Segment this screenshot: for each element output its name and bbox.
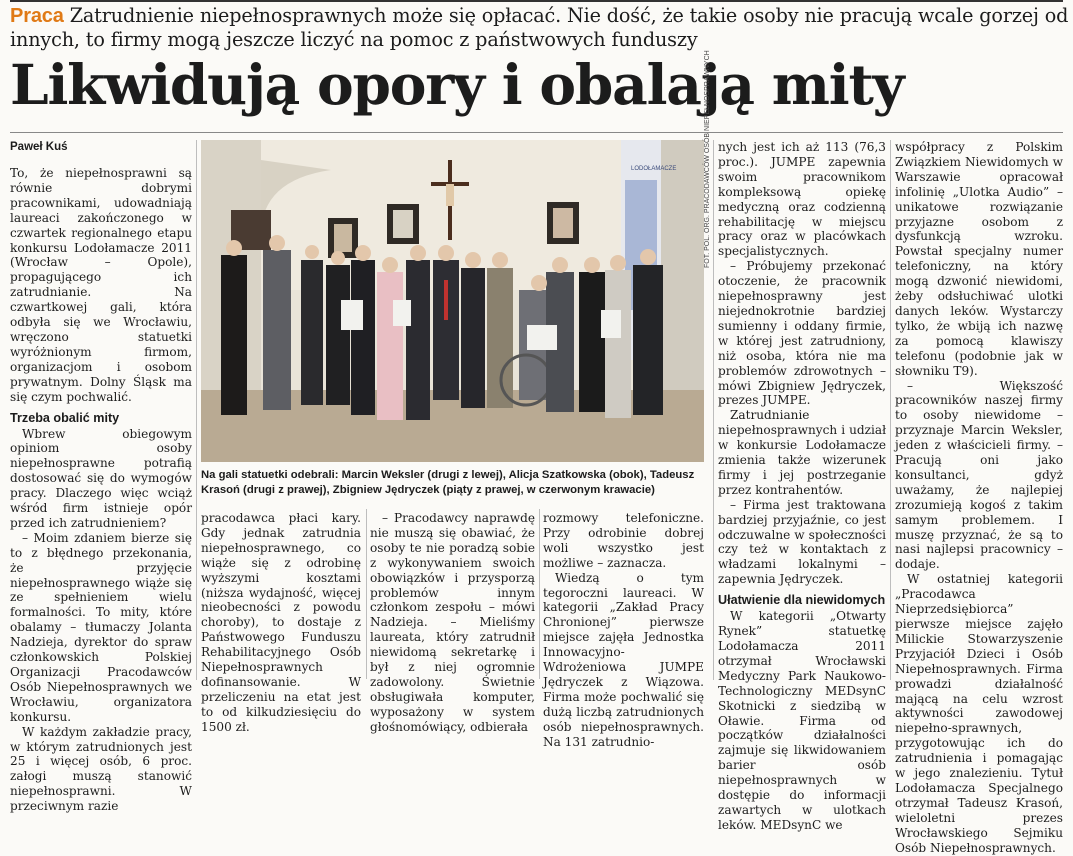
- column-divider: [539, 509, 540, 679]
- photo-caption: Na gali statuetki odebrali: Marcin Weksler (drugi z lewej), Alicja Szatkowska (obok), Tadeusz Krasoń (drugi z prawej), Zbigniew Jędryczek (piąty z prawej, w czerwonym krawacie): [201, 469, 695, 496]
- paragraph: – Większość pracowników naszej firmy to osoby niewidome – przyznaje Marcin Weksler, jeden z właścicieli firmy. – Pracują oni jako konsultanci, gdyż uważamy, że najlepiej zrozumieją kogoś z takim samym problemem. I muszę przyznać, że są to nasi najlepsi pracownicy – dodaje.: [895, 378, 1063, 572]
- paragraph: Wiedzą o tym tegoroczni laureaci. W kategorii „Zakład Pracy Chronionej” pierwsze miejsce zajęła Jednostka Innowacyjno-Wdrożeniowa JUMPE Jędryczek z Wiązowa. Firma może pochwalić się dużą liczbą zatrudnionych osób niepełnosprawnych. Na 131 zatrudnio-: [543, 570, 704, 749]
- column-1: [10, 166, 192, 814]
- column-3: [370, 511, 535, 735]
- paragraph: Wbrew obiegowym opiniom osoby niepełnosprawne potrafią dostosować się do wymogów pracy. Dlaczego więc wciąż wśród firm istnieje opór przed ich zatrudnieniem?: [10, 426, 192, 530]
- award-ceremony-photo: [201, 140, 704, 462]
- column-5: [718, 140, 886, 833]
- paragraph: nych jest ich aż 113 (76,3 proc.). JUMPE zapewnia swoim pracownikom kompleksową opiekę medyczną oraz codzienną rehabilitację w miejscu pracy oraz w placówkach specjalistycznych.: [718, 140, 886, 259]
- paragraph: W każdym zakładzie pracy, w którym zatrudnionych jest 25 i więcej osób, 6 proc. załogi muszą stanowić niepełnosprawni. W przeciwnym razie: [10, 724, 192, 814]
- banner-text: LODOŁAMACZE: [631, 166, 677, 172]
- paragraph: W kategorii „Otwarty Rynek” statuetkę Lodołamacza 2011 otrzymał Wrocławski Medyczny Park Naukowo-Technologiczny MEDsynC Skotnicki z siedzibą w Oławie. Firma od początków działalności zajmuje się likwidowaniem barier osób niepełnosprawnych w dostępie do informacji zawartych w ulotkach leków. MEDsynC we: [718, 609, 886, 832]
- section-tag: Praca: [10, 5, 64, 27]
- paragraph: rozmowy telefoniczne. Przy odrobinie dobrej woli wszystko jest możliwe – zaznacza.: [543, 511, 704, 570]
- headline-rule: [10, 132, 1063, 133]
- paragraph: – Firma jest traktowana bardziej przyjaźnie, co jest odczuwalne w społeczności czy też w kontaktach z władzami lokalnymi – zapewnia Jędryczek.: [718, 497, 886, 587]
- paragraph: współpracy z Polskim Związkiem Niewidomych w Warszawie opracował infolinię „Ulotka Audio” – unikatowe rozwiązanie przyjazne osobom z dysfunkcją wzroku. Powstał specjalny numer telefoniczny, na który mogą dzwonić niewidomi, żeby odsłuchiwać ulotki danych leków. Wystarczy tylko, że wbiją ich nazwę za pomocą klawiszy telefonu (podobnie jak w słowniku T9).: [895, 140, 1063, 378]
- subheading-myths: Trzeba obalić mity: [10, 410, 120, 425]
- column-4: [543, 511, 704, 750]
- lead-paragraph: To, że niepełnosprawni są równie dobrymi pracownikami, udowadniają laureaci zakończonego w czwartek regionalnego etapu konkursu Lodołamacze 2011 (Wrocław – Opole), propagującego ich zatrudnianie. Na czwartkowej gali, która odbyła się we Wrocławiu, wręczono statuetki wyróżnionym firmom, organizacjom i osobom prywatnym. Dolny Śląsk ma się czym pochwalić.: [10, 166, 192, 404]
- column-divider: [890, 140, 891, 680]
- headline: Likwidują opory i obalają mity: [10, 52, 904, 117]
- column-divider: [366, 509, 367, 679]
- paragraph: – Próbujemy przekonać otoczenie, że pracownik niepełnosprawny jest niejednokrotnie bardziej sumienny i oddany firmie, w której jest zatrudniony, niż osoba, która nie ma problemów zdrowotnych – mówi Zbigniew Jędryczek, prezes JUMPE.: [718, 259, 886, 408]
- column-divider: [713, 140, 714, 680]
- paragraph: – Pracodawcy naprawdę nie muszą się obawiać, że osoby te nie poradzą sobie z wykonywaniem swoich obowiązków i przysporzą problemów innym członkom zespołu – mówi Nadzieja. – Mieliśmy laureata, który zatrudnił niewidomą sekretarkę i był z niej ogromnie zadowolony. Świetnie obsługiwała komputer, wyposażony w system głośnomówiący, odbierała: [370, 511, 535, 734]
- kicker-text: Zatrudnienie niepełnosprawnych może się opłacać. Nie dość, że takie osoby nie pracują wcale gorzej od innych, to firmy mogą jeszcze liczyć na pomoc z państwowych funduszy: [10, 4, 1069, 51]
- photo-credit: FOT. POL. ORG. PRACODAWCÓW OSÓB NIEPEŁNOSPRAWNYCH: [704, 50, 711, 268]
- column-6: [895, 140, 1063, 856]
- byline: Paweł Kuś: [10, 141, 68, 153]
- column-divider: [196, 140, 197, 680]
- subheading-blind: Ułatwienie dla niewidomych: [718, 593, 886, 608]
- kicker: [10, 4, 1070, 51]
- column-2: [201, 511, 361, 735]
- paragraph: W ostatniej kategorii „Pracodawca Nieprzedsiębiorca” pierwsze miejsce zajęło Milickie Stowarzyszenie Przyjaciół Dzieci i Osób Niepełnosprawnych. Firma prowadzi działalność mającą na celu wzrost aktywności zawodowej niepełno-sprawnych, przygotowując ich do zatrudnienia i pomagając w jego znalezieniu. Tytuł Lodołamacza Specjalnego otrzymał Tadeusz Krasoń, wieloletni prezes Wrocławskiego Sejmiku Osób Niepełnosprawnych.: [895, 572, 1063, 855]
- paragraph: – Moim zdaniem bierze się to z błędnego przekonania, że przyjęcie niepełnosprawnego wiąże się ze spełnieniem wielu formalności. To mity, które obalamy – tłumaczy Jolanta Nadzieja, dyrektor do spraw członkowskich Polskiej Organizacji Pracodawców Osób Niepełnosprawnych we Wrocławiu, organizatora konkursu.: [10, 530, 192, 724]
- paragraph: Zatrudnianie niepełnosprawnych i udział w konkursie Lodołamacze zmienia także wizerunek firmy i jej postrzeganie przez kontrahentów.: [718, 408, 886, 497]
- paragraph: pracodawca płaci kary. Gdy jednak zatrudnia niepełnosprawnego, co wiąże się z odrobinę wyższymi kosztami (niższa wydajność, więcej nieobecności z powodu choroby), to dostaje z Państwowego Funduszu Rehabilitacyjnego Osób Niepełnosprawnych dofinansowanie. W przeliczeniu na etat jest to od kilkudziesięciu do 1500 zł.: [201, 511, 361, 734]
- top-rule: [10, 0, 1063, 2]
